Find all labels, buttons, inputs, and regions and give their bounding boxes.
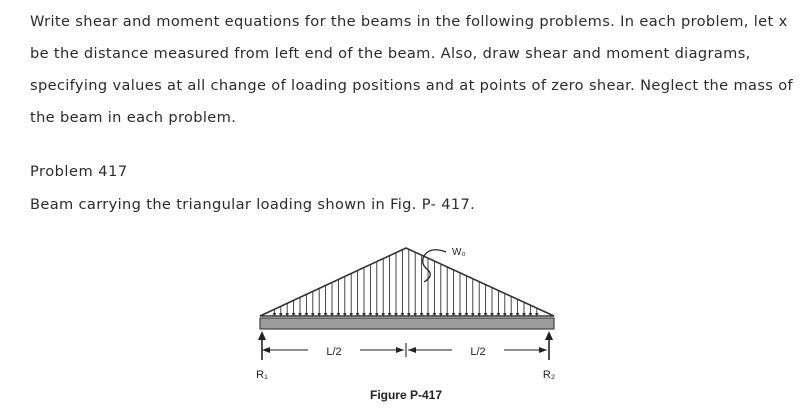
problem-description: Beam carrying the triangular loading shown in Fig. P- 417. — [30, 196, 476, 213]
figure-caption: Figure P-417 — [369, 388, 443, 402]
left-span-label: L/2 — [326, 346, 342, 358]
right-span-label: L/2 — [470, 346, 486, 358]
right-reaction-arrow — [545, 331, 553, 360]
beam-diagram — [248, 232, 568, 408]
right-reaction-label: R₂ — [542, 369, 556, 381]
load-label: W₀ — [452, 247, 466, 258]
triangular-load — [260, 248, 554, 316]
left-reaction-arrow — [258, 331, 266, 360]
left-reaction-label: R₁ — [256, 369, 268, 381]
beam-figure — [248, 232, 568, 408]
beam — [260, 318, 554, 329]
problem-title: Problem 417 — [30, 163, 128, 180]
instructions-paragraph: Write shear and moment equations for the beams in the following problems. In each problem, let x be the distance measured from left end of the beam. Also, draw shear and moment diagrams, specifying values at all change of loading positions and at points of zero shear. Neglect the mass of the beam in each problem. — [30, 13, 793, 126]
